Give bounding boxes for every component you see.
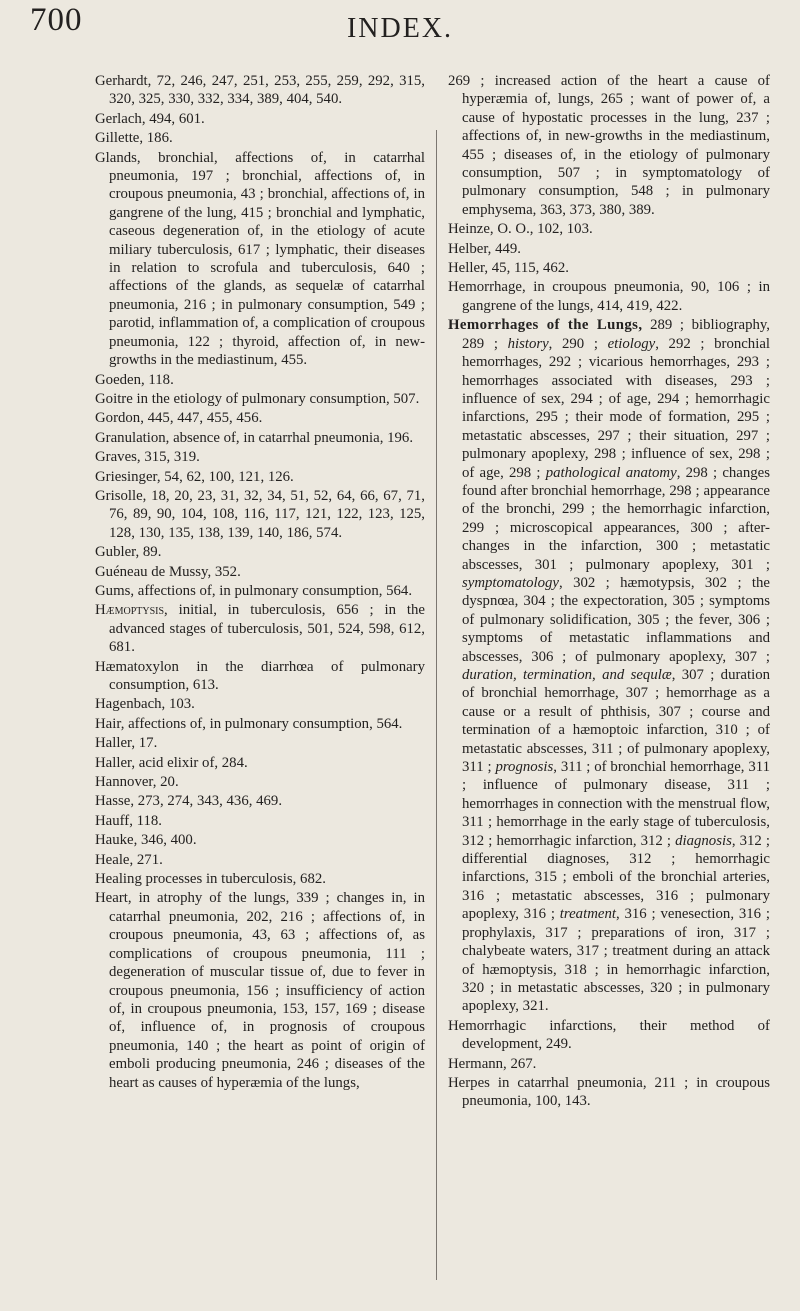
index-references: 89. xyxy=(142,544,162,561)
index-heading: Haller, xyxy=(95,735,136,752)
index-heading: Gubler, xyxy=(95,544,140,561)
index-entry xyxy=(95,754,425,772)
index-entry xyxy=(95,695,425,713)
index-references: in croupous pneumonia, 90, 106 ; in gangrene of the lungs, 414, 419, 422. xyxy=(462,279,770,314)
index-heading: Heinze, xyxy=(448,221,494,238)
page-title: INDEX. xyxy=(346,13,454,44)
index-entry xyxy=(95,658,425,695)
page-number: 700 xyxy=(30,2,83,38)
index-references: O. O., 102, 103. xyxy=(497,221,593,238)
index-entry xyxy=(95,889,425,1091)
index-heading: Helber, xyxy=(448,240,492,257)
index-references: 54, 62, 100, 121, 126. xyxy=(164,468,294,485)
index-entry xyxy=(448,278,770,315)
index-references: absence of, in catarrhal pneumonia, 196. xyxy=(173,429,414,446)
index-references: initial, in tuberculosis, 656 ; in the advanced stages of tuberculosis, 501, 524, 598, 612, 681. xyxy=(109,602,425,656)
index-heading: Goitre xyxy=(95,390,133,407)
index-column-left xyxy=(95,72,425,1093)
index-references: 494, 601. xyxy=(149,110,205,127)
index-heading: Hannover, xyxy=(95,774,157,791)
index-entry xyxy=(448,316,770,1015)
index-entry xyxy=(95,129,425,147)
index-heading: Hermann, xyxy=(448,1055,507,1072)
index-entry xyxy=(448,1055,770,1073)
index-entry xyxy=(95,812,425,830)
index-heading: Hæmoptysis, xyxy=(95,602,168,619)
index-references: 271. xyxy=(136,851,163,868)
index-references: 103. xyxy=(168,696,195,713)
index-entry xyxy=(95,563,425,581)
index-references: in atrophy of the lungs, 339 ; changes in, in catarrhal pneumonia, 202, 216 ; affections of, in croupous pneumonia, 43, 63 ; affections of, as complications of croupous pneumonia, 111 ; degeneration of muscular tissue of, due to fever in croupous pneumonia, 156 ; insufficiency of action of, in croupous pneumonia, 153, 157, 169 ; disease of, influence of, in prognosis of croupous pneumonia, 140 ; the heart as point of origin of emboli producing pneumonia, 246 ; diseases of the heart as causes of hyperæmia of the lungs, xyxy=(109,890,426,1091)
index-heading: Griesinger, xyxy=(95,468,161,485)
index-column-right xyxy=(448,72,770,1112)
index-references: processes in tuberculosis, 682. xyxy=(145,871,326,888)
index-references: 118. xyxy=(136,812,163,829)
index-entry xyxy=(448,72,770,219)
index-entry xyxy=(95,371,425,389)
index-heading: Hemorrhage, xyxy=(448,279,526,296)
index-heading: Guéneau de Mussy, xyxy=(95,563,212,580)
index-references: in catarrhal pneumonia, 211 ; in croupous pneumonia, 100, 143. xyxy=(462,1074,770,1110)
index-entry xyxy=(95,601,425,656)
index-references: 118. xyxy=(148,371,174,388)
index-references: 17. xyxy=(138,735,158,752)
index-heading: Grisolle, xyxy=(95,487,147,504)
index-heading: Graves, xyxy=(95,449,141,466)
index-references: in the diarrhœa of pulmonary consumption, 613. xyxy=(109,658,426,693)
index-entry xyxy=(95,72,425,109)
index-references: 269 ; increased action of the heart a cause of hyperæmia of, lungs, 265 ; want of power of, a cause of hypostatic processes in the lung, 237 ; affections of, in new-growths in the mediastinum, 455 ; diseases of, in the etiology of pulmonary consumption, 507 ; in symptomatology of pulmonary consumption, 548 ; in pulmonary emphysema, 363, 373, 380, 389. xyxy=(448,73,770,218)
index-heading: Heller, xyxy=(448,260,489,277)
column-divider xyxy=(436,130,437,1280)
index-references: affections of, in pulmonary consumption, 564. xyxy=(137,582,413,599)
index-entry xyxy=(448,259,770,277)
index-entry xyxy=(448,1074,770,1111)
index-references: 267. xyxy=(510,1055,537,1072)
index-references: 449. xyxy=(495,240,521,257)
index-entry xyxy=(95,149,425,370)
index-heading: Hæmatoxylon xyxy=(95,658,179,675)
index-entry xyxy=(95,792,425,810)
index-entry xyxy=(95,870,425,888)
index-references: 352. xyxy=(214,563,241,580)
index-references: affections of, in pulmonary consumption, 564. xyxy=(128,715,403,732)
index-heading: Heart, xyxy=(95,890,132,907)
index-heading: Glands, xyxy=(95,149,141,166)
index-entry xyxy=(95,831,425,849)
index-heading: Hemorrhagic xyxy=(448,1017,527,1034)
index-entry xyxy=(95,390,425,408)
index-heading: Gillette, xyxy=(95,130,144,147)
index-entry xyxy=(95,773,425,791)
index-heading: Hagenbach, xyxy=(95,696,166,713)
index-references: 273, 274, 343, 436, 469. xyxy=(137,793,283,810)
index-entry xyxy=(95,851,425,869)
index-heading: Gums, xyxy=(95,582,135,599)
index-references: 289 ; bibliography, 289 ; history, 290 ; etiology, 292 ; bronchial hemorrhages, 292 ; vicarious hemorrhages, 293 ; hemorrhages associated with diseases, 293 ; influence of sex, 294 ; of age, 294 ; hemorrhagic infarctions, 295 ; their mode of formation, 295 ; metastatic abscesses, 297 ; their situation, 297 ; pulmonary apoplexy, 298 ; influence of sex, 298 ; of age, 298 ; pathological anatomy, 298 ; changes found after bronchial hemorrhage, 298 ; appearance of the bronchi, 299 ; the hemorrhagic infarction, 299 ; microscopical appearances, 300 ; after-changes in the infarction, 300 ; metastatic abscesses, 301 ; pulmonary apoplexy, 301 ; symptomatology, 302 ; hæmotypsis, 302 ; the dyspnœa, 304 ; the expectoration, 305 ; symptoms of pulmonary solidification, 305 ; the fever, 306 ; symptoms of metastatic inflammations and abscesses, 306 ; of pulmonary apoplexy, 307 ; duration, termination, and sequlæ, 307 ; duration of bronchial hemorrhage, 307 ; hemorrhage as a cause or a result of phthisis, 307 ; course and termination of a hæmoptoic infarction, 310 ; of metastatic abscesses, 311 ; of pulmonary apoplexy, 311 ; prognosis, 311 ; of bronchial hemorrhage, 311 ; influence of pulmonary disease, 311 ; hemorrhages in connection with the menstrual flow, 311 ; hemorrhage in the early stage of tuberculosis, 312 ; hemorrhagic infarction, 312 ; diagnosis, 312 ; differential diagnoses, 312 ; hemorrhagic infarctions, 315 ; emboli of the bronchial arteries, 316 ; metastatic abscesses, 316 ; pulmonary apoplexy, 316 ; treatment, 316 ; venesection, 316 ; prophylaxis, 317 ; preparations of iron, 317 ; chalybeate waters, 317 ; treatment during an attack of hæmoptysis, 318 ; in hemorrhagic infarction, 320 ; in metastatic abscesses, 320 ; in pulmonary apoplexy, 321. xyxy=(462,317,771,1015)
index-entry xyxy=(95,543,425,561)
index-references: 186. xyxy=(146,130,173,147)
index-heading: Hauff, xyxy=(95,812,133,829)
index-entry xyxy=(95,110,425,128)
index-entry xyxy=(95,409,425,427)
index-heading: Herpes xyxy=(448,1074,490,1091)
index-entry xyxy=(448,220,770,238)
index-references: acid elixir of, 284. xyxy=(138,754,248,771)
index-references: in the etiology of pulmonary consumption, 507. xyxy=(136,390,420,407)
index-heading: Heale, xyxy=(95,851,134,868)
index-references: 72, 246, 247, 251, 253, 255, 259, 292, 315, 320, 325, 330, 332, 334, 389, 404, 540. xyxy=(109,73,425,108)
index-references: bronchial, affections of, in catarrhal pneumonia, 197 ; bronchial, affections of, in croupous pneumonia, 43 ; bronchial, affections of, in gangrene of the lung, 415 ; bronchial and lymphatic, caseous degeneration of, in the etiology of acute miliary tuberculosis, 617 ; lymphatic, their diseases in relation to scrofula and tuberculosis, 640 ; affections of the glands, as sequelæ of catarrhal pneumonia, 216 ; in pulmonary consumption, 549 ; parotid, inflammation of, a complication of croupous pneumonia, 122 ; thyroid, affection of, in new-growths in the mediastinum, 455. xyxy=(109,149,425,369)
index-entry xyxy=(95,448,425,466)
index-entry xyxy=(448,1017,770,1054)
index-entry xyxy=(95,734,425,752)
index-entry xyxy=(448,240,770,258)
index-heading: Healing xyxy=(95,871,142,888)
index-heading: Goeden, xyxy=(95,371,145,388)
index-references: 315, 319. xyxy=(144,449,200,466)
index-heading: Granulation, xyxy=(95,429,170,446)
index-references: 18, 20, 23, 31, 32, 34, 51, 52, 64, 66, 67, 71, 76, 89, 90, 104, 108, 116, 117, 121, 122, 123, 125, 128, 130, 135, 138, 139, 140, 186, 574. xyxy=(109,487,425,541)
index-heading: Haller, xyxy=(95,754,136,771)
index-entry xyxy=(95,429,425,447)
index-heading: Gerlach, xyxy=(95,110,146,127)
index-heading: Gerhardt, xyxy=(95,73,152,89)
index-heading: Hemorrhages of the Lungs, xyxy=(448,317,643,334)
index-entry xyxy=(95,468,425,486)
index-heading: Gordon, xyxy=(95,410,144,427)
index-references: 346, 400. xyxy=(141,832,197,849)
index-heading: Hair, xyxy=(95,715,125,732)
index-references: 445, 447, 455, 456. xyxy=(147,410,263,427)
index-references: infarctions, their method of development, 249. xyxy=(462,1017,770,1053)
index-heading: Hauke, xyxy=(95,832,138,849)
index-references: 20. xyxy=(160,774,179,791)
index-entry xyxy=(95,582,425,600)
index-entry xyxy=(95,487,425,542)
index-heading: Hasse, xyxy=(95,793,135,810)
index-references: 45, 115, 462. xyxy=(491,260,569,277)
index-entry xyxy=(95,715,425,733)
